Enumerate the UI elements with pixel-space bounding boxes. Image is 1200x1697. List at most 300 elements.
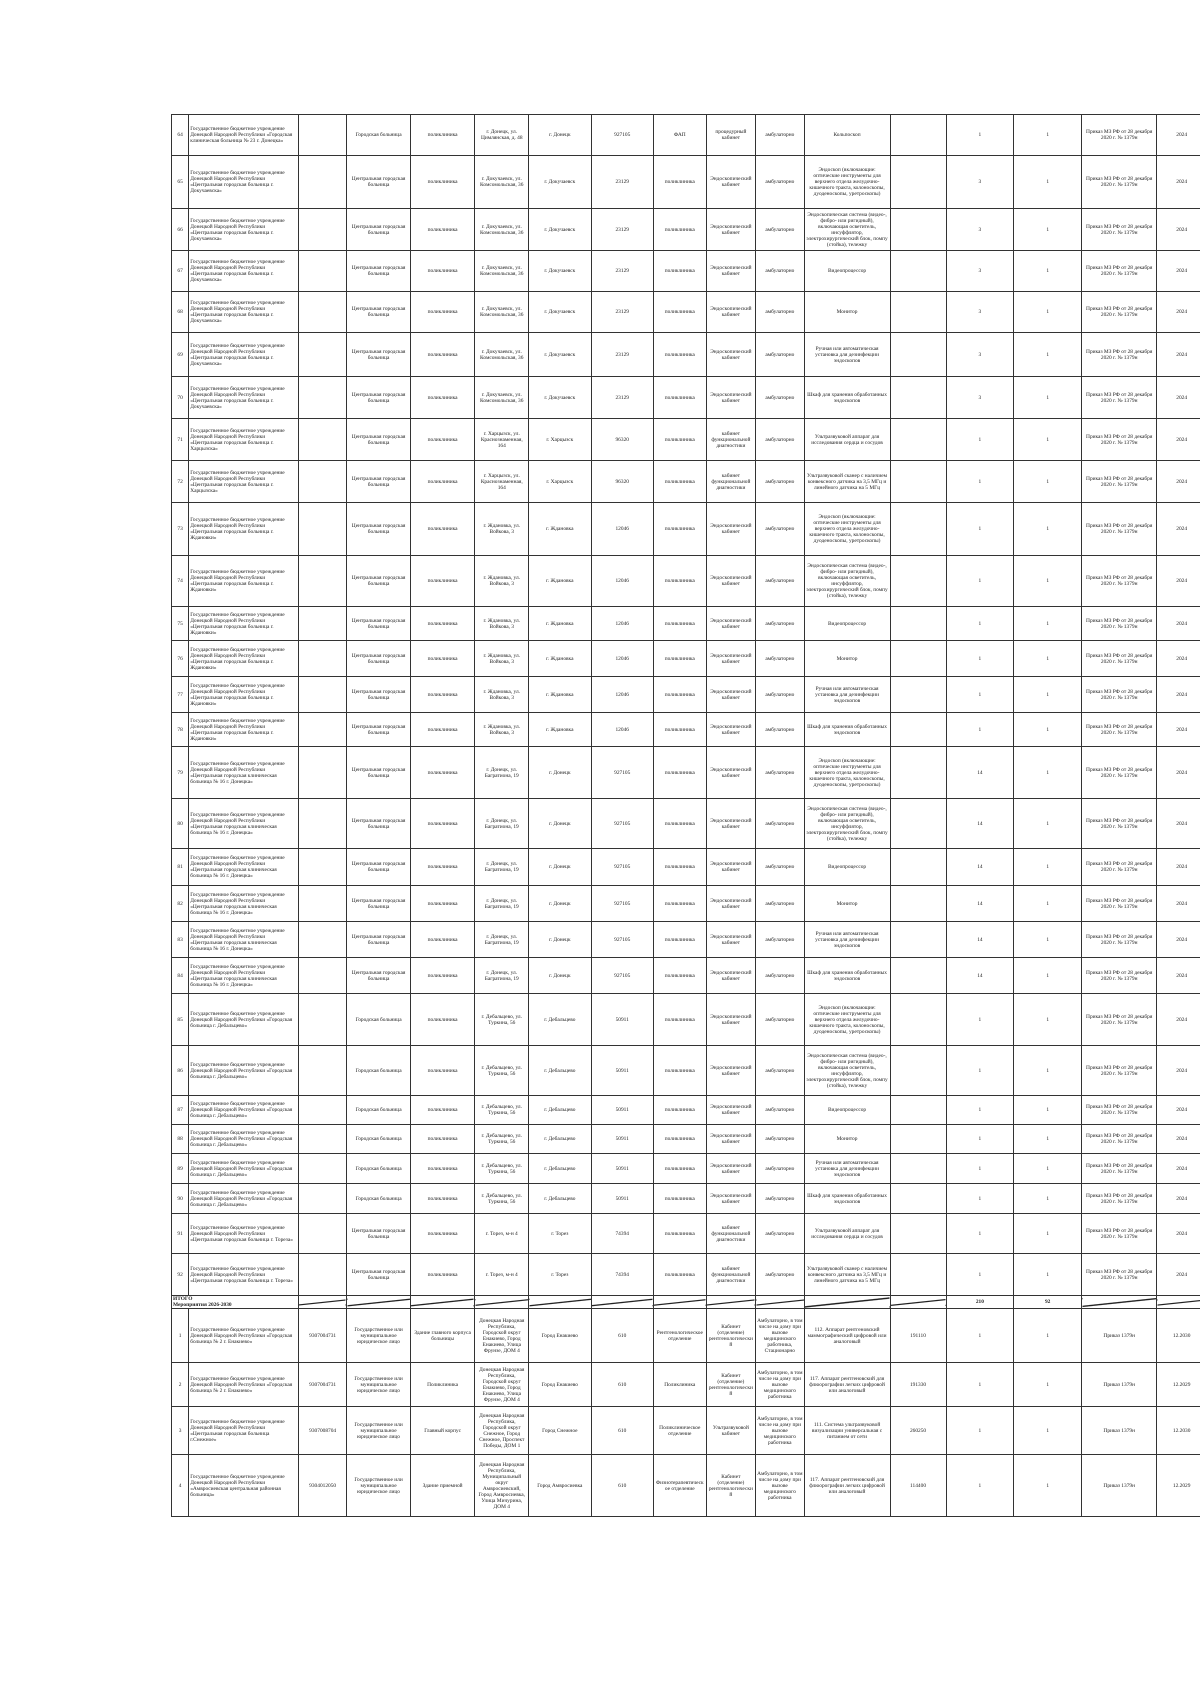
condition-cell: амбулаторно	[756, 1046, 804, 1096]
order-cell: Приказ МЗ РФ от 28 декабря 2020 г. № 1379н	[1082, 799, 1157, 849]
department-cell: Поликлиника	[653, 1363, 706, 1407]
table-row	[172, 419, 1200, 461]
city-cell: г. Торез	[529, 1254, 591, 1296]
city-cell: Город Снежное	[529, 1407, 591, 1455]
facility-type-cell: Центральная городская больница	[347, 958, 410, 994]
code-cell: 610	[591, 1363, 653, 1407]
year-cell: 2024	[1157, 503, 1200, 556]
empty-cell	[298, 1214, 346, 1254]
table-row	[172, 1096, 1200, 1125]
row-number-cell: 70	[172, 377, 189, 419]
equipment-cell: Видеопроцессор	[804, 849, 890, 886]
address-cell: г. Дебальцево, ул. Туркина, 56	[475, 994, 529, 1046]
count-cell: 1	[1014, 849, 1082, 886]
empty-cell	[298, 419, 346, 461]
room-cell: Эндоскопический кабинет	[706, 922, 755, 958]
code-cell: 927105	[591, 958, 653, 994]
empty-cell	[298, 607, 346, 641]
unit-cell: поликлиника	[410, 1096, 475, 1125]
empty-cell	[890, 461, 946, 503]
row-number-cell: 84	[172, 958, 189, 994]
room-cell: кабинет функциональной диагностики	[706, 419, 755, 461]
empty-cell	[890, 958, 946, 994]
code-cell: 50911	[591, 1184, 653, 1214]
table-row	[172, 1046, 1200, 1096]
department-cell: поликлиника	[653, 333, 706, 377]
order-cell: Приказ 1379н	[1082, 1407, 1157, 1455]
row-number-cell: 89	[172, 1154, 189, 1184]
totals-section	[172, 1296, 1200, 1309]
table-row	[172, 958, 1200, 994]
quantity-cell: 1	[946, 641, 1014, 677]
equipment-cell: Шкаф для хранения обработанных эндоскопов	[804, 377, 890, 419]
city-cell: г. Ждановка	[529, 503, 591, 556]
empty-cell	[298, 1184, 346, 1214]
room-cell: Эндоскопический кабинет	[706, 747, 755, 799]
empty-cell	[890, 292, 946, 333]
table-row	[172, 677, 1200, 713]
address-cell: г. Донецк, ул. Багратиона, 19	[475, 849, 529, 886]
unit-cell: поликлиника	[410, 747, 475, 799]
row-number-cell: 92	[172, 1254, 189, 1296]
organization-cell: Государственное бюджетное учреждение Донецкой Народной Республики «Центральная городская клиническая больница № 16 г. Донецка»	[189, 922, 299, 958]
code-cell: 610	[591, 1407, 653, 1455]
order-cell: Приказ МЗ РФ от 28 декабря 2020 г. № 1379н	[1082, 677, 1157, 713]
department-cell: поликлиника	[653, 556, 706, 607]
year-cell: 2024	[1157, 849, 1200, 886]
table-row	[172, 1154, 1200, 1184]
count-cell: 1	[1014, 115, 1082, 156]
code-cell: 23129	[591, 333, 653, 377]
empty-cell	[890, 115, 946, 156]
code-cell: 74394	[591, 1254, 653, 1296]
city-cell: г. Донецк	[529, 799, 591, 849]
year-cell: 2024	[1157, 886, 1200, 922]
room-cell: Эндоскопический кабинет	[706, 292, 755, 333]
facility-type-cell: Центральная городская больница	[347, 849, 410, 886]
quantity-cell: 14	[946, 849, 1014, 886]
address-cell: г. Харцызск, ул. Краснознаменная, 164	[475, 419, 529, 461]
row-number-cell: 76	[172, 641, 189, 677]
quantity-cell: 1	[946, 115, 1014, 156]
order-cell: Приказ МЗ РФ от 28 декабря 2020 г. № 1379н	[1082, 1096, 1157, 1125]
quantity-cell: 1	[946, 1254, 1014, 1296]
department-cell: поликлиника	[653, 503, 706, 556]
unit-cell: поликлиника	[410, 115, 475, 156]
empty-cell	[890, 1154, 946, 1184]
empty-cell	[890, 677, 946, 713]
address-cell: г. Ждановка, ул. Войкова, 3	[475, 641, 529, 677]
code-cell: 50911	[591, 994, 653, 1046]
quantity-cell: 14	[946, 922, 1014, 958]
quantity-cell: 1	[946, 1096, 1014, 1125]
equipment-cell: Ручная или автоматическая установка для дезинфекции эндоскопов	[804, 333, 890, 377]
quantity-cell: 3	[946, 156, 1014, 209]
count-cell: 1	[1014, 1154, 1082, 1184]
address-cell: г. Дебальцево, ул. Туркина, 56	[475, 1046, 529, 1096]
organization-cell: Государственное бюджетное учреждение Донецкой Народной Республики «Городская больница г. Дебальцево»	[189, 1184, 299, 1214]
inn-cell: 9307004731	[298, 1309, 346, 1363]
empty-cell	[890, 799, 946, 849]
year-cell: 2024	[1157, 994, 1200, 1046]
city-cell: Город Амвросиевка	[529, 1455, 591, 1517]
row-number-cell: 77	[172, 677, 189, 713]
unit-cell: поликлиника	[410, 156, 475, 209]
row-number-cell: 80	[172, 799, 189, 849]
count-cell: 1	[1014, 156, 1082, 209]
city-cell: г. Донецк	[529, 922, 591, 958]
order-cell: Приказ МЗ РФ от 28 декабря 2020 г. № 1379н	[1082, 641, 1157, 677]
unit-cell: поликлиника	[410, 377, 475, 419]
count-cell: 1	[1014, 1455, 1082, 1517]
empty-cell	[890, 503, 946, 556]
facility-type-cell: Центральная городская больница	[347, 251, 410, 292]
row-number-cell: 68	[172, 292, 189, 333]
address-cell: г. Ждановка, ул. Войкова, 3	[475, 607, 529, 641]
address-cell: г. Докучаевск, ул. Комсомольская, 36	[475, 292, 529, 333]
unit-cell: поликлиника	[410, 461, 475, 503]
unit-cell: Здание приемной	[410, 1455, 475, 1517]
condition-cell: амбулаторно	[756, 1254, 804, 1296]
table-body-a	[172, 115, 1200, 556]
row-number-cell: 66	[172, 209, 189, 251]
organization-cell: Государственное бюджетное учреждение Донецкой Народной Республики «Городская больница г. Дебальцево»	[189, 1125, 299, 1154]
equipment-cell: Шкаф для хранения обработанных эндоскопов	[804, 1184, 890, 1214]
city-cell: г. Донецк	[529, 886, 591, 922]
year-cell: 2024	[1157, 747, 1200, 799]
empty-cell	[298, 958, 346, 994]
room-cell: Эндоскопический кабинет	[706, 713, 755, 747]
order-cell: Приказ МЗ РФ от 28 декабря 2020 г. № 1379н	[1082, 1125, 1157, 1154]
empty-cell	[298, 677, 346, 713]
table-row	[172, 1254, 1200, 1296]
totals-label-cell	[172, 1296, 299, 1309]
order-cell: Приказ МЗ РФ от 28 декабря 2020 г. № 1379н	[1082, 1184, 1157, 1214]
unit-cell: поликлиника	[410, 1184, 475, 1214]
quantity-cell: 3	[946, 377, 1014, 419]
department-cell: поликлиника	[653, 849, 706, 886]
order-cell: Приказ МЗ РФ от 28 декабря 2020 г. № 1379н	[1082, 1254, 1157, 1296]
address-cell: Донецкая Народная Республика, Городской округ Снежное, Город Снежное, Проспект Победы, ДОМ 1	[475, 1407, 529, 1455]
quantity-cell: 1	[946, 713, 1014, 747]
facility-type-cell: Центральная городская больница	[347, 713, 410, 747]
empty-cell	[298, 1046, 346, 1096]
facility-type-cell: Центральная городская больница	[347, 886, 410, 922]
facility-type-cell: Государственное или муниципальное юридическое лицо	[347, 1309, 410, 1363]
year-cell: 2024	[1157, 461, 1200, 503]
quantity-cell: 1	[946, 677, 1014, 713]
row-number-cell: 67	[172, 251, 189, 292]
room-cell: Эндоскопический кабинет	[706, 156, 755, 209]
equipment-cell: Монитор	[804, 886, 890, 922]
equipment-cell: Кольпоскоп	[804, 115, 890, 156]
equipment-cell: Эндоскоп (включающие: оптические инструменты для верхнего отдела желудочно-кишечного тракта, колоноскопы, дуоденоскопы, уретроскопы)	[804, 156, 890, 209]
equipment-cell: 111. Система ультразвуковой визуализации универсальная с питанием от сети	[804, 1407, 890, 1455]
city-cell: г. Харцызск	[529, 419, 591, 461]
empty-cell	[298, 713, 346, 747]
department-cell: поликлиника	[653, 994, 706, 1046]
year-cell: 12.2029	[1157, 1363, 1200, 1407]
totals-count: 92	[1014, 1296, 1082, 1309]
code-cell: 23129	[591, 251, 653, 292]
row-number-cell: 64	[172, 115, 189, 156]
row-number-cell: 88	[172, 1125, 189, 1154]
row-number-cell: 86	[172, 1046, 189, 1096]
unit-cell: поликлиника	[410, 419, 475, 461]
code-cell: 50911	[591, 1046, 653, 1096]
condition-cell: амбулаторно	[756, 115, 804, 156]
empty-cell	[298, 209, 346, 251]
table-row	[172, 377, 1200, 419]
department-cell: поликлиника	[653, 1046, 706, 1096]
table-row	[172, 1309, 1200, 1363]
empty-cell	[298, 886, 346, 922]
condition-cell: амбулаторно	[756, 556, 804, 607]
organization-cell: Государственное бюджетное учреждение Донецкой Народной Республики «Городская клиническая больница № 23 г. Донецка»	[189, 115, 299, 156]
count-cell: 1	[1014, 1096, 1082, 1125]
year-cell: 2024	[1157, 333, 1200, 377]
condition-cell: амбулаторно	[756, 377, 804, 419]
year-cell: 2024	[1157, 958, 1200, 994]
unit-cell: поликлиника	[410, 503, 475, 556]
year-cell: 12.2030	[1157, 1309, 1200, 1363]
year-cell: 2024	[1157, 713, 1200, 747]
year-cell: 2024	[1157, 115, 1200, 156]
order-cell: Приказ 1379н	[1082, 1363, 1157, 1407]
room-cell: Эндоскопический кабинет	[706, 503, 755, 556]
department-cell: поликлиника	[653, 1184, 706, 1214]
quantity-cell: 1	[946, 1046, 1014, 1096]
condition-cell: амбулаторно	[756, 1214, 804, 1254]
count-cell: 1	[1014, 1184, 1082, 1214]
condition-cell: амбулаторно	[756, 1184, 804, 1214]
condition-cell: Амбулаторно, в том числе на дому при вызове медицинского работника	[756, 1407, 804, 1455]
organization-cell: Государственное бюджетное учреждение Донецкой Народной Республики «Центральная городская больница г. Докучаевска»	[189, 251, 299, 292]
city-cell: г. Докучаевск	[529, 377, 591, 419]
code-cell: 12046	[591, 556, 653, 607]
department-cell: поликлиника	[653, 713, 706, 747]
equipment-cell: Шкаф для хранения обработанных эндоскопов	[804, 958, 890, 994]
row-number-cell: 2	[172, 1363, 189, 1407]
city-cell: г. Ждановка	[529, 556, 591, 607]
department-cell: поликлиника	[653, 922, 706, 958]
condition-cell: амбулаторно	[756, 713, 804, 747]
unit-cell: Главный корпус	[410, 1407, 475, 1455]
table-body-b	[172, 556, 1200, 994]
condition-cell: амбулаторно	[756, 461, 804, 503]
address-cell: г. Донецк, ул. Багратиона, 19	[475, 799, 529, 849]
room-cell: Эндоскопический кабинет	[706, 994, 755, 1046]
equipment-cell: Монитор	[804, 292, 890, 333]
condition-cell: амбулаторно	[756, 994, 804, 1046]
year-cell: 2024	[1157, 1154, 1200, 1184]
order-cell: Приказ МЗ РФ от 28 декабря 2020 г. № 1379н	[1082, 958, 1157, 994]
city-cell: г. Докучаевск	[529, 251, 591, 292]
facility-type-cell: Центральная городская больница	[347, 156, 410, 209]
empty-cell	[298, 1096, 346, 1125]
code-cell: 610	[591, 1309, 653, 1363]
empty-cell	[298, 641, 346, 677]
empty-cell	[890, 886, 946, 922]
address-cell: г. Ждановка, ул. Войкова, 3	[475, 556, 529, 607]
order-cell: Приказ МЗ РФ от 28 декабря 2020 г. № 1379н	[1082, 607, 1157, 641]
count-cell: 1	[1014, 922, 1082, 958]
row-number-cell: 78	[172, 713, 189, 747]
empty-cell	[890, 1184, 946, 1214]
equipment-cell: Видеопроцессор	[804, 607, 890, 641]
department-cell: поликлиника	[653, 1254, 706, 1296]
table-row	[172, 1125, 1200, 1154]
order-cell: Приказ МЗ РФ от 28 декабря 2020 г. № 1379н	[1082, 556, 1157, 607]
facility-type-cell: Центральная городская больница	[347, 1214, 410, 1254]
year-cell: 2024	[1157, 677, 1200, 713]
room-cell: Эндоскопический кабинет	[706, 377, 755, 419]
condition-cell: амбулаторно	[756, 677, 804, 713]
department-cell: поликлиника	[653, 607, 706, 641]
count-cell: 1	[1014, 1407, 1082, 1455]
facility-type-cell: Центральная городская больница	[347, 1254, 410, 1296]
year-cell: 2024	[1157, 1046, 1200, 1096]
city-cell: г. Докучаевск	[529, 156, 591, 209]
department-cell: поликлиника	[653, 958, 706, 994]
row-number-cell: 81	[172, 849, 189, 886]
code-cell: 23129	[591, 209, 653, 251]
code-cell: 23129	[591, 377, 653, 419]
table-row	[172, 607, 1200, 641]
quantity-cell: 1	[946, 1214, 1014, 1254]
department-cell: поликлиника	[653, 377, 706, 419]
organization-cell: Государственное бюджетное учреждение Донецкой Народной Республики «Центральная городская больница г. Тореза»	[189, 1214, 299, 1254]
count-cell: 1	[1014, 747, 1082, 799]
order-cell: Приказ МЗ РФ от 28 декабря 2020 г. № 1379н	[1082, 1214, 1157, 1254]
order-cell: Приказ МЗ РФ от 28 декабря 2020 г. № 1379н	[1082, 156, 1157, 209]
order-cell: Приказ МЗ РФ от 28 декабря 2020 г. № 1379н	[1082, 849, 1157, 886]
order-cell: Приказ 1379н	[1082, 1309, 1157, 1363]
equipment-cell: Эндоскоп (включающие: оптические инструменты для верхнего отдела желудочно-кишечного тракта, колоноскопы, дуоденоскопы, уретроскопы)	[804, 994, 890, 1046]
room-cell: Эндоскопический кабинет	[706, 556, 755, 607]
organization-cell: Государственное бюджетное учреждение Донецкой Народной Республики «Центральная городская клиническая больница № 16 г. Донецка»	[189, 886, 299, 922]
empty-cell	[890, 1046, 946, 1096]
facility-type-cell: Городская больница	[347, 1154, 410, 1184]
count-cell: 1	[1014, 1214, 1082, 1254]
room-cell: Ультразвуковой кабинет	[706, 1407, 755, 1455]
quantity-cell: 14	[946, 747, 1014, 799]
city-cell: г. Ждановка	[529, 607, 591, 641]
order-cell: Приказ МЗ РФ от 28 декабря 2020 г. № 1379н	[1082, 1046, 1157, 1096]
code-cell: 50911	[591, 1154, 653, 1184]
unit-cell: поликлиника	[410, 251, 475, 292]
table-row	[172, 799, 1200, 849]
quantity-cell: 3	[946, 292, 1014, 333]
city-cell: г. Донецк	[529, 849, 591, 886]
empty-cell	[890, 156, 946, 209]
empty-cell	[890, 1125, 946, 1154]
room-cell: Эндоскопический кабинет	[706, 799, 755, 849]
room-cell: кабинет функциональной диагностики	[706, 461, 755, 503]
year-cell: 2024	[1157, 1184, 1200, 1214]
count-cell: 1	[1014, 799, 1082, 849]
empty-cell	[890, 747, 946, 799]
count-cell: 1	[1014, 607, 1082, 641]
inn-cell: 9307008704	[298, 1407, 346, 1455]
department-cell: поликлиника	[653, 209, 706, 251]
quantity-cell: 1	[946, 503, 1014, 556]
quantity-cell: 1	[946, 1455, 1014, 1517]
count-cell: 1	[1014, 333, 1082, 377]
department-cell: поликлиника	[653, 747, 706, 799]
count-cell: 1	[1014, 994, 1082, 1046]
organization-cell: Государственное бюджетное учреждение Донецкой Народной Республики «Центральная городская больница г. Докучаевска»	[189, 156, 299, 209]
unit-cell: поликлиника	[410, 799, 475, 849]
count-cell: 1	[1014, 503, 1082, 556]
count-cell: 1	[1014, 641, 1082, 677]
table-row	[172, 886, 1200, 922]
code-cell: 927105	[591, 747, 653, 799]
count-cell: 1	[1014, 292, 1082, 333]
department-cell: ФАП	[653, 115, 706, 156]
row-number-cell: 69	[172, 333, 189, 377]
department-cell: поликлиника	[653, 799, 706, 849]
room-cell: Эндоскопический кабинет	[706, 677, 755, 713]
unit-cell: поликлиника	[410, 1154, 475, 1184]
room-cell: кабинет функциональной диагностики	[706, 1254, 755, 1296]
room-cell: кабинет функциональной диагностики	[706, 1214, 755, 1254]
row-number-cell: 87	[172, 1096, 189, 1125]
order-cell: Приказ МЗ РФ от 28 декабря 2020 г. № 1379н	[1082, 115, 1157, 156]
count-cell: 1	[1014, 1363, 1082, 1407]
empty-cell	[890, 209, 946, 251]
year-cell: 2024	[1157, 1254, 1200, 1296]
room-cell: Эндоскопический кабинет	[706, 849, 755, 886]
count-cell: 1	[1014, 1125, 1082, 1154]
unit-cell: поликлиника	[410, 958, 475, 994]
empty-cell	[890, 419, 946, 461]
empty-cell	[298, 994, 346, 1046]
unit-cell: поликлиника	[410, 292, 475, 333]
table-row	[172, 156, 1200, 209]
condition-cell: амбулаторно	[756, 503, 804, 556]
facility-type-cell: Городская больница	[347, 1184, 410, 1214]
address-cell: Донецкая Народная Республика, Городской округ Енакиево, Город Енакиево, Улица Фрунзе, ДОМ 4	[475, 1309, 529, 1363]
order-cell: Приказ МЗ РФ от 28 декабря 2020 г. № 1379н	[1082, 1154, 1157, 1184]
code-cell: 23129	[591, 156, 653, 209]
equipment-cell: Ультразвуковой сканер с наличием конвексного датчика на 3,5 МГц и линейного датчика на 5 МГц	[804, 1254, 890, 1296]
row-number-cell: 79	[172, 747, 189, 799]
table-row	[172, 461, 1200, 503]
condition-cell: амбулаторно	[756, 849, 804, 886]
department-cell: поликлиника	[653, 1125, 706, 1154]
quantity-cell: 1	[946, 556, 1014, 607]
equipment-cell: 112. Аппарат рентгеновский маммографический цифровой или аналоговый	[804, 1309, 890, 1363]
address-cell: г. Харцызск, ул. Краснознаменная, 164	[475, 461, 529, 503]
city-cell: г. Дебальцево	[529, 1096, 591, 1125]
empty-cell	[298, 292, 346, 333]
year-cell: 12.2030	[1157, 1407, 1200, 1455]
organization-cell: Государственное бюджетное учреждение Донецкой Народной Республики «Центральная городская больница г. Тореза»	[189, 1254, 299, 1296]
address-cell: Донецкая Народная Республика, Городской округ Енакиево, Город Енакиево, Улица Фрунзе, ДОМ 4	[475, 1363, 529, 1407]
unit-cell: поликлиника	[410, 556, 475, 607]
organization-cell: Государственное бюджетное учреждение Донецкой Народной Республики «Центральная городская больница г. Ждановки»	[189, 677, 299, 713]
address-cell: г. Донецк, ул. Багратиона, 19	[475, 958, 529, 994]
year-cell: 2024	[1157, 1125, 1200, 1154]
equipment-cell: Ультразвуковой сканер с наличием конвексного датчика на 3,5 МГц и линейного датчика на 5 МГц	[804, 461, 890, 503]
unit-cell: поликлиника	[410, 641, 475, 677]
empty-cell	[890, 607, 946, 641]
address-cell: г. Докучаевск, ул. Комсомольская, 36	[475, 333, 529, 377]
row-number-cell: 73	[172, 503, 189, 556]
equipment-cell: Монитор	[804, 1125, 890, 1154]
empty-cell	[298, 1154, 346, 1184]
